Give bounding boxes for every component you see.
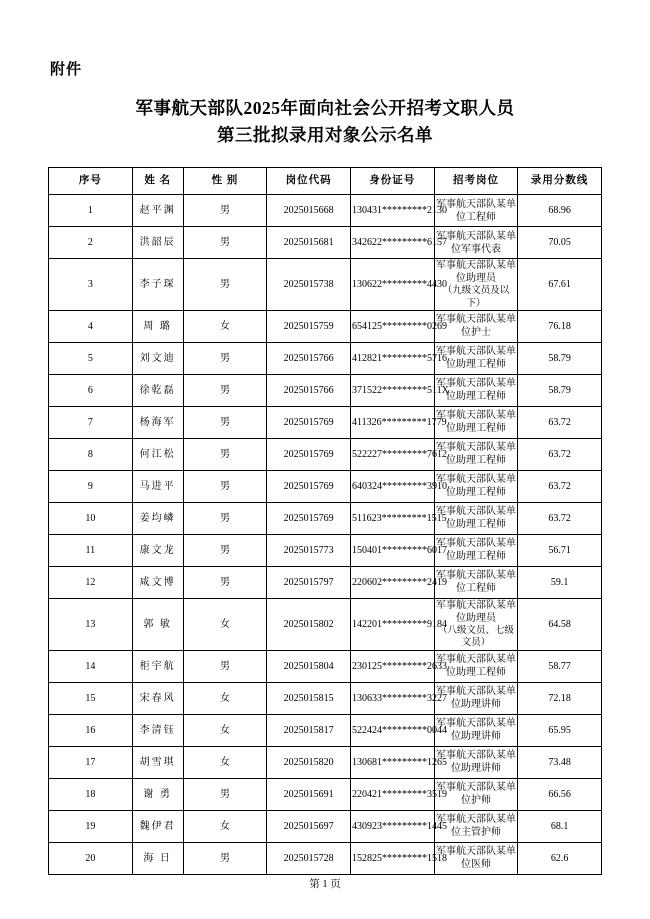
- cell-post-code: 2025015797: [267, 566, 351, 598]
- cell-id-number: 371522*********511X: [350, 374, 434, 406]
- cell-post-code: 2025015817: [267, 714, 351, 746]
- cell-name: 杨海军: [132, 406, 183, 438]
- cell-score: 70.05: [518, 227, 602, 259]
- post-subtitle: （九级文员及以下）: [442, 286, 510, 309]
- post-title: 军事航天部队某单位工程师: [435, 198, 516, 223]
- cell-score: 58.79: [518, 342, 602, 374]
- header-gender: 性 别: [183, 168, 267, 195]
- title-line-2: 第三批拟录用对象公示名单: [217, 125, 433, 146]
- cell-score: 64.58: [518, 598, 602, 650]
- cell-seq: 20: [49, 842, 133, 874]
- cell-id-number: 130622*********4430: [350, 259, 434, 311]
- cell-score: 58.77: [518, 650, 602, 682]
- cell-post-code: 2025015820: [267, 746, 351, 778]
- cell-id-number: 412821*********5716: [350, 342, 434, 374]
- post-title: 军事航天部队某单位工程师: [435, 570, 516, 595]
- post-title: 军事航天部队某单位助理工程师: [435, 654, 516, 679]
- cell-seq: 6: [49, 374, 133, 406]
- cell-gender: 男: [183, 227, 267, 259]
- cell-score: 62.6: [518, 842, 602, 874]
- cell-post-code: 2025015769: [267, 406, 351, 438]
- cell-name: 柜宇航: [132, 650, 183, 682]
- cell-name: 赵平渊: [132, 195, 183, 227]
- cell-gender: 男: [183, 778, 267, 810]
- cell-post: [434, 259, 518, 311]
- cell-seq: 8: [49, 438, 133, 470]
- cell-gender: 男: [183, 842, 267, 874]
- post-title: 军事航天部队某单位助理员: [435, 260, 516, 285]
- cell-post: [434, 470, 518, 502]
- cell-seq: 5: [49, 342, 133, 374]
- cell-score: 66.56: [518, 778, 602, 810]
- cell-gender: 男: [183, 534, 267, 566]
- cell-seq: 7: [49, 406, 133, 438]
- cell-gender: 女: [183, 714, 267, 746]
- cell-name: 李清钰: [132, 714, 183, 746]
- cell-seq: 13: [49, 598, 133, 650]
- cell-score: 76.18: [518, 310, 602, 342]
- cell-post-code: 2025015766: [267, 342, 351, 374]
- cell-name: 谢 勇: [132, 778, 183, 810]
- cell-id-number: 152825*********1518: [350, 842, 434, 874]
- cell-score: 67.61: [518, 259, 602, 311]
- cell-seq: 11: [49, 534, 133, 566]
- cell-gender: 男: [183, 650, 267, 682]
- cell-score: 63.72: [518, 406, 602, 438]
- cell-seq: 15: [49, 682, 133, 714]
- table-row: [49, 227, 602, 259]
- cell-gender: 男: [183, 195, 267, 227]
- cell-name: 马进平: [132, 470, 183, 502]
- cell-id-number: 150401*********6017: [350, 534, 434, 566]
- cell-name: 刘文迪: [132, 342, 183, 374]
- cell-gender: 男: [183, 502, 267, 534]
- post-title: 军事航天部队某单位军事代表: [435, 230, 516, 255]
- table-row: [49, 342, 602, 374]
- cell-id-number: 220421*********3519: [350, 778, 434, 810]
- post-title: 军事航天部队某单位医师: [435, 846, 516, 871]
- post-title: 军事航天部队某单位助理工程师: [435, 474, 516, 499]
- cell-post-code: 2025015804: [267, 650, 351, 682]
- cell-id-number: 522227*********7612: [350, 438, 434, 470]
- post-title: 军事航天部队某单位助理讲师: [435, 718, 516, 743]
- table-body: [49, 195, 602, 874]
- page-number: 第 1 页: [309, 879, 341, 890]
- cell-post-code: 2025015815: [267, 682, 351, 714]
- cell-name: 魏伊君: [132, 810, 183, 842]
- cell-seq: 9: [49, 470, 133, 502]
- cell-gender: 男: [183, 470, 267, 502]
- post-title: 军事航天部队某单位助理工程师: [435, 378, 516, 403]
- attachment-label: 附件: [50, 62, 83, 78]
- cell-score: 68.1: [518, 810, 602, 842]
- cell-post-code: 2025015759: [267, 310, 351, 342]
- cell-score: 63.72: [518, 470, 602, 502]
- cell-post-code: 2025015738: [267, 259, 351, 311]
- cell-score: 56.71: [518, 534, 602, 566]
- cell-seq: 3: [49, 259, 133, 311]
- header-name: 姓 名: [132, 168, 183, 195]
- post-title: 军事航天部队某单位护士: [435, 314, 516, 339]
- title-line-1: 军事航天部队2025年面向社会公开招考文职人员: [135, 98, 515, 118]
- header-post: 招考岗位: [434, 168, 518, 195]
- cell-post: [434, 374, 518, 406]
- cell-id-number: 342622*********6157: [350, 227, 434, 259]
- cell-name: 徐乾磊: [132, 374, 183, 406]
- cell-id-number: 411326*********1779: [350, 406, 434, 438]
- cell-post-code: 2025015697: [267, 810, 351, 842]
- cell-post-code: 2025015773: [267, 534, 351, 566]
- cell-post-code: 2025015769: [267, 438, 351, 470]
- cell-name: 咸文博: [132, 566, 183, 598]
- cell-post: [434, 502, 518, 534]
- cell-post-code: 2025015769: [267, 502, 351, 534]
- cell-score: 65.95: [518, 714, 602, 746]
- cell-score: 58.79: [518, 374, 602, 406]
- table-row: [49, 438, 602, 470]
- post-title: 军事航天部队某单位助理员: [435, 599, 516, 624]
- cell-name: 胡雪琪: [132, 746, 183, 778]
- cell-post-code: 2025015769: [267, 470, 351, 502]
- cell-id-number: 511623*********1515: [350, 502, 434, 534]
- cell-id-number: 430923*********1445: [350, 810, 434, 842]
- post-title: 军事航天部队某单位助理工程师: [435, 442, 516, 467]
- cell-post: [434, 534, 518, 566]
- page-title: [48, 95, 602, 149]
- cell-seq: 12: [49, 566, 133, 598]
- table-row: [49, 374, 602, 406]
- cell-score: 73.48: [518, 746, 602, 778]
- cell-gender: 男: [183, 438, 267, 470]
- cell-id-number: 654125*********0269: [350, 310, 434, 342]
- cell-gender: 男: [183, 259, 267, 311]
- cell-score: 63.72: [518, 438, 602, 470]
- table-row: [49, 598, 602, 650]
- post-title: 军事航天部队某单位护师: [435, 782, 516, 807]
- cell-id-number: 130633*********3227: [350, 682, 434, 714]
- cell-name: 姜均嶙: [132, 502, 183, 534]
- cell-seq: 14: [49, 650, 133, 682]
- table-row: [49, 195, 602, 227]
- header-id-number: 身份证号: [350, 168, 434, 195]
- table-row: [49, 310, 602, 342]
- post-title: 军事航天部队某单位助理工程师: [435, 506, 516, 531]
- cell-post: [434, 342, 518, 374]
- cell-name: 康文龙: [132, 534, 183, 566]
- cell-seq: 2: [49, 227, 133, 259]
- post-title: 军事航天部队某单位助理讲师: [435, 750, 516, 775]
- table-row: [49, 778, 602, 810]
- table-row: [49, 502, 602, 534]
- table-header-row: [49, 168, 602, 195]
- table-row: [49, 406, 602, 438]
- cell-post: [434, 438, 518, 470]
- cell-post: [434, 406, 518, 438]
- header-post-code: 岗位代码: [267, 168, 351, 195]
- cell-id-number: 142201*********9184: [350, 598, 434, 650]
- post-title: 军事航天部队某单位助理工程师: [435, 346, 516, 371]
- header-score: 录用分数线: [518, 168, 602, 195]
- cell-id-number: 130431*********2130: [350, 195, 434, 227]
- cell-score: 63.72: [518, 502, 602, 534]
- cell-score: 68.96: [518, 195, 602, 227]
- cell-gender: 女: [183, 746, 267, 778]
- table-row: [49, 566, 602, 598]
- cell-seq: 1: [49, 195, 133, 227]
- cell-name: 郭 敏: [132, 598, 183, 650]
- table-row: [49, 470, 602, 502]
- roster-table: [48, 167, 602, 874]
- cell-gender: 男: [183, 374, 267, 406]
- cell-seq: 4: [49, 310, 133, 342]
- cell-name: 洪韶辰: [132, 227, 183, 259]
- cell-post-code: 2025015766: [267, 374, 351, 406]
- cell-name: 海 日: [132, 842, 183, 874]
- post-title: 军事航天部队某单位助理讲师: [435, 686, 516, 711]
- cell-seq: 16: [49, 714, 133, 746]
- cell-name: 何江松: [132, 438, 183, 470]
- cell-gender: 女: [183, 598, 267, 650]
- table-row: [49, 810, 602, 842]
- cell-score: 72.18: [518, 682, 602, 714]
- post-title: 军事航天部队某单位助理工程师: [435, 538, 516, 563]
- cell-name: 周 璐: [132, 310, 183, 342]
- cell-post-code: 2025015802: [267, 598, 351, 650]
- cell-post-code: 2025015691: [267, 778, 351, 810]
- cell-seq: 19: [49, 810, 133, 842]
- table-header: [49, 168, 602, 195]
- cell-seq: 18: [49, 778, 133, 810]
- cell-post-code: 2025015681: [267, 227, 351, 259]
- post-title: 军事航天部队某单位助理工程师: [435, 410, 516, 435]
- cell-post-code: 2025015668: [267, 195, 351, 227]
- cell-id-number: 522424*********0044: [350, 714, 434, 746]
- cell-id-number: 130681*********1265: [350, 746, 434, 778]
- header-seq: 序号: [49, 168, 133, 195]
- table-row: [49, 842, 602, 874]
- cell-name: 宋春风: [132, 682, 183, 714]
- cell-gender: 女: [183, 810, 267, 842]
- cell-gender: 男: [183, 406, 267, 438]
- cell-seq: 10: [49, 502, 133, 534]
- cell-post: [434, 598, 518, 650]
- cell-id-number: 230125*********2633: [350, 650, 434, 682]
- table-row: [49, 259, 602, 311]
- cell-id-number: 640324*********3910: [350, 470, 434, 502]
- cell-name: 李子琛: [132, 259, 183, 311]
- post-title: 军事航天部队某单位主管护师: [435, 814, 516, 839]
- cell-seq: 17: [49, 746, 133, 778]
- cell-gender: 男: [183, 342, 267, 374]
- cell-post: [434, 650, 518, 682]
- table-row: [49, 746, 602, 778]
- cell-score: 59.1: [518, 566, 602, 598]
- table-row: [49, 534, 602, 566]
- table-row: [49, 714, 602, 746]
- cell-id-number: 220602*********2419: [350, 566, 434, 598]
- cell-gender: 男: [183, 566, 267, 598]
- cell-post-code: 2025015728: [267, 842, 351, 874]
- cell-gender: 女: [183, 682, 267, 714]
- post-subtitle: （八级文员、七级文员）: [437, 625, 514, 649]
- cell-gender: 女: [183, 310, 267, 342]
- table-row: [49, 682, 602, 714]
- table-row: [49, 650, 602, 682]
